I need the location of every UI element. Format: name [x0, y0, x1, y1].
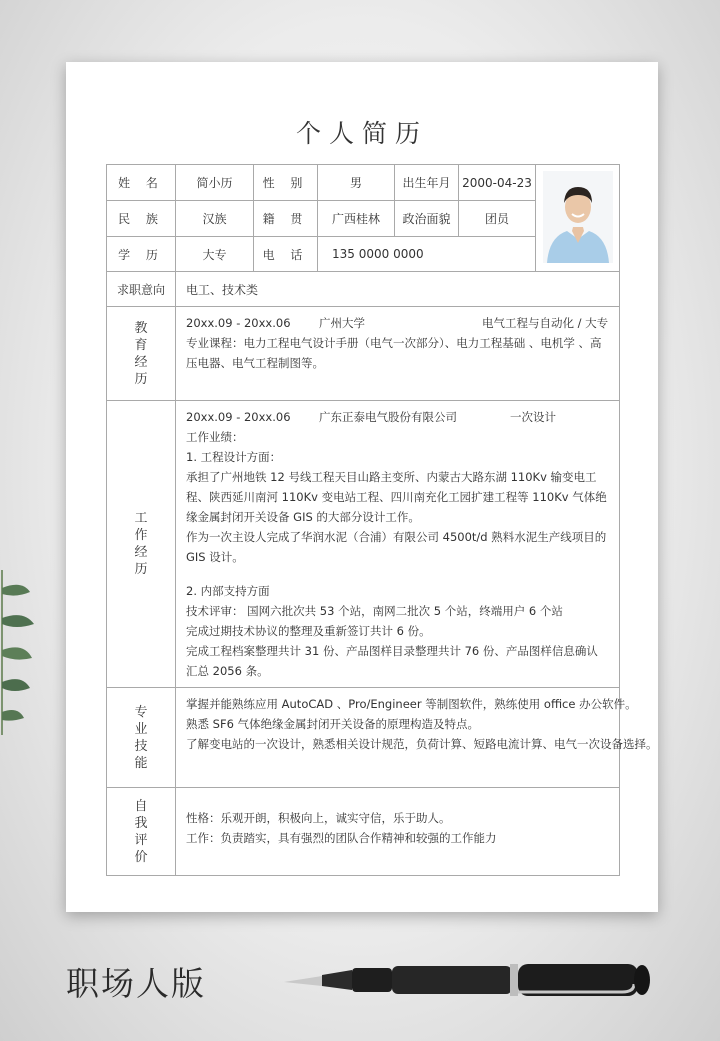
gender-label: 性 别 [254, 165, 318, 201]
work-line: 2. 内部支持方面 [186, 584, 270, 598]
work-company: 广东正泰电气股份有限公司 [319, 410, 457, 424]
fountain-pen-decoration [282, 948, 662, 1012]
intent-value: 电工、技术类 [176, 272, 620, 307]
birth-label: 出生年月 [395, 165, 459, 201]
name-label: 姓 名 [107, 165, 176, 201]
education-header [186, 313, 609, 333]
edu-value: 大专 [176, 237, 254, 272]
resume-title: 个人简历 [295, 119, 428, 148]
intent-label: 求职意向 [107, 272, 176, 307]
ethnic-value: 汉族 [176, 201, 254, 237]
skill-line: 掌握并能熟练应用 AutoCAD 、Pro/Engineer 等制图软件，熟练使用 office 办公软件。 [186, 697, 637, 711]
avatar [543, 171, 613, 263]
resume-table [106, 164, 658, 876]
photo-cell [536, 165, 620, 272]
origin-value: 广西桂林 [318, 201, 395, 237]
ethnic-label: 民 族 [107, 201, 176, 237]
spacer [186, 567, 609, 581]
self-line: 工作：负责踏实，具有强烈的团队合作精神和较强的工作能力 [186, 831, 497, 845]
work-period: 20xx.09 - 20xx.06 [186, 410, 291, 424]
name-value: 简小历 [176, 165, 254, 201]
work-line: 完成工程档案整理共计 31 份、产品图样目录整理共计 76 份、产品图样信息确认汇总 2056 条。 [186, 644, 598, 678]
education-period: 20xx.09 - 20xx.06 [186, 316, 291, 330]
self-evaluation-section [107, 788, 620, 876]
work-position: 一次设计 [510, 410, 556, 424]
work-line: 1. 工程设计方面： [186, 450, 282, 464]
work-content [176, 401, 620, 688]
skills-content [176, 688, 658, 788]
self-line: 性格：乐观开朗，积极向上，诚实守信，乐于助人。 [186, 811, 451, 825]
work-label: 工 作 经 历 [107, 401, 176, 688]
edu-label: 学 历 [107, 237, 176, 272]
work-header [186, 407, 609, 427]
education-major: 电气工程与自动化 / 大专 [482, 316, 609, 330]
birth-value: 2000-04-23 [459, 165, 536, 201]
skills-label: 专 业 技 能 [107, 688, 176, 788]
phone-label: 电 话 [254, 237, 318, 272]
row-intent [107, 272, 620, 307]
footer-caption: 职场人版 [66, 964, 206, 1003]
work-line: 工作业绩： [186, 430, 244, 444]
origin-label: 籍 贯 [254, 201, 318, 237]
education-label: 教 育 经 历 [107, 307, 176, 401]
politics-value: 团员 [459, 201, 536, 237]
work-section [107, 401, 620, 688]
skills-section [107, 688, 620, 788]
skill-line: 了解变电站的一次设计，熟悉相关设计规范，负荷计算、短路电流计算、电气一次设备选择。 [186, 737, 658, 751]
education-section [107, 307, 620, 401]
work-line: 技术评审： 国网六批次共 53 个站，南网二批次 5 个站，终端用户 6 个站 [186, 604, 563, 618]
row-name [107, 165, 620, 201]
work-line: 完成过期技术协议的整理及重新签订共计 6 份。 [186, 624, 431, 638]
education-content [176, 307, 620, 401]
work-line: 承担了广州地铁 12 号线工程天目山路主变所、内蒙古大路东湖 110Kv 输变电工程、陕西延川南河 110Kv 变电站工程、四川南充化工园扩建工程等 110Kv 气体绝缘金属封闭开关设备 GIS 的大部分设计工作。 [186, 470, 607, 524]
education-courses: 专业课程：电力工程电气设计手册（电气一次部分）、电力工程基础 、电机学 、高压电器、电气工程制图等。 [186, 336, 602, 370]
education-school: 广州大学 [319, 316, 365, 330]
phone-value: 135 0000 0000 [318, 237, 536, 272]
work-line: 作为一次主设人完成了华润水泥（合浦）有限公司 4500t/d 熟料水泥生产线项目的 GIS 设计。 [186, 530, 607, 564]
gender-value: 男 [318, 165, 395, 201]
self-evaluation-content [176, 788, 620, 876]
politics-label: 政治面貌 [395, 201, 459, 237]
self-evaluation-label: 自 我 评 价 [107, 788, 176, 876]
skill-line: 熟悉 SF6 气体绝缘金属封闭开关设备的原理构造及特点。 [186, 717, 480, 731]
resume-paper [66, 62, 658, 912]
plant-leaves-decoration [0, 570, 40, 744]
